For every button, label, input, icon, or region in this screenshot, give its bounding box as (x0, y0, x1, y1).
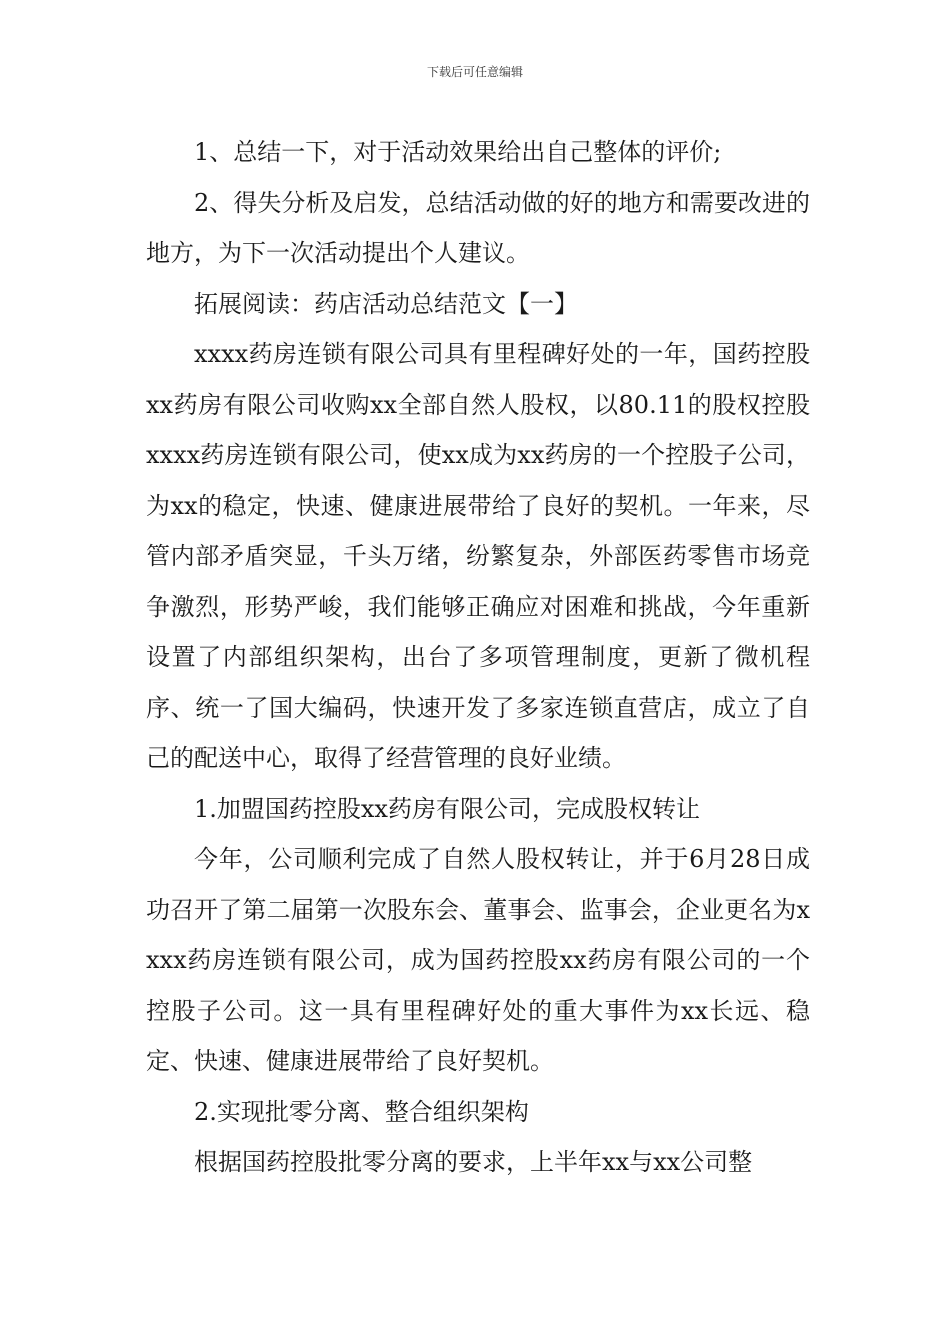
paragraph-extended-reading-title: 拓展阅读：药店活动总结范文【一】 (194, 289, 578, 318)
document-body (146, 127, 810, 1188)
page-header: 下载后可任意编辑 (426, 65, 523, 79)
paragraph-company-overview: xxxx药房连锁有限公司具有里程碑好处的一年，国药控股xx药房有限公司收购xx全部自然人股权，以80.11的股权控股xxxx药房连锁有限公司，使xx成为xx药房的一个控股子公司，为xx的稳定，快速、健康进展带给了良好的契机。一年来，尽管内部矛盾突显，千头万绪，纷繁复杂，外部医药零售市场竞争激烈，形势严峻，我们能够正确应对困难和挑战，今年重新设置了内部组织架构，出台了多项管理制度，更新了微机程序、统一了国大编码，快速开发了多家连锁直营店，成立了自己的配送中心，取得了经营管理的良好业绩。 (146, 340, 810, 772)
paragraph-summary-item-1: 1、总结一下，对于活动效果给出自己整体的评价; (194, 138, 722, 166)
section-heading-2: 2.实现批零分离、整合组织架构 (194, 1097, 529, 1126)
paragraph-equity-transfer: 今年，公司顺利完成了自然人股权转让，并于6月28日成功召开了第二届第一次股东会、董事会、监事会，企业更名为xxxx药房连锁有限公司，成为国药控股xx药房有限公司的一个控股子公司。这一具有里程碑好处的重大事件为xx长远、稳定、快速、健康进展带给了良好契机。 (146, 845, 810, 1075)
section-heading-1: 1.加盟国药控股xx药房有限公司，完成股权转让 (194, 794, 700, 823)
paragraph-summary-item-2: 2、得失分析及启发，总结活动做的好的地方和需要改进的地方，为下一次活动提出个人建议。 (146, 188, 810, 267)
paragraph-reorganization: 根据国药控股批零分离的要求，上半年xx与xx公司整 (194, 1148, 753, 1176)
